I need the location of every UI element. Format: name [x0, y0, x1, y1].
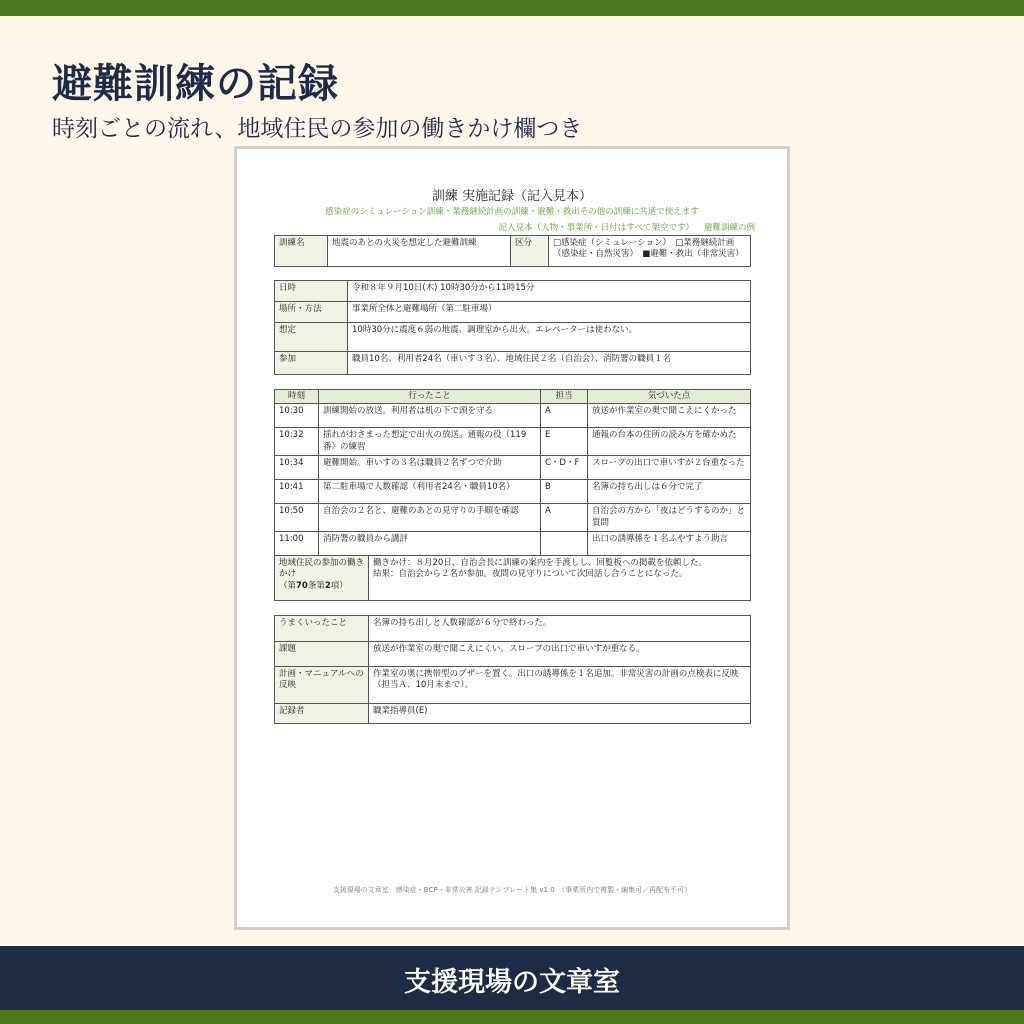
sample-note: 記入見本（人物・事業所・日付はすべて架空です） — [498, 223, 694, 233]
timeline-notice: 放送が作業室の奥で聞こえにくかった — [588, 404, 751, 428]
page-subtitle: 時刻ごとの流れ、地域住民の参加の働きかけ欄つき — [52, 116, 583, 142]
document-subtitle: 感染症のシミュレーション訓練・業務継続計画の訓練・避難・救出その他の訓練に共通で使えます — [325, 207, 699, 217]
timeline-time: 10:34 — [275, 456, 319, 480]
review-value: 放送が作業室の奥で聞こえにくい。スロープの出口で車いすが重なる。 — [369, 642, 751, 667]
timeline-staff: A — [541, 504, 588, 532]
review-label: 記録者 — [275, 704, 369, 724]
details-table — [274, 280, 751, 375]
table-row — [275, 352, 751, 375]
community-label — [275, 556, 369, 601]
timeline-notice: 自治会の方から「夜はどうするのか」と質問 — [588, 504, 751, 532]
timeline-staff: E — [541, 428, 588, 456]
table-row — [275, 556, 751, 601]
timeline-staff: C・D・F — [541, 456, 588, 480]
table-row — [275, 281, 751, 302]
training-name-value: 地震のあとの火災を想定した避難訓練 — [328, 236, 511, 267]
timeline-staff: B — [541, 480, 588, 504]
column-header-time: 時刻 — [275, 390, 319, 404]
timeline-notice: 名簿の持ち出しは６分で完了 — [588, 480, 751, 504]
ref-text: （第 — [279, 580, 297, 591]
review-table — [274, 615, 751, 724]
table-row — [275, 704, 751, 724]
table-row — [275, 456, 751, 480]
document-preview — [234, 146, 790, 930]
community-table — [274, 555, 751, 601]
brand-name: 支援現場の文章室 — [404, 967, 620, 998]
info-table — [274, 235, 751, 267]
ref-article: 70 — [296, 580, 308, 591]
timeline-action: 揺れがおさまった想定で出火の放送。通報の役（119番）の練習 — [319, 428, 541, 456]
table-row — [275, 323, 751, 352]
page-title: 避難訓練の記録 — [52, 61, 339, 107]
detail-value: 職員10名、利用者24名（車いす３名）、地域住民２名（自治会）、消防署の職員１名 — [348, 352, 751, 375]
timeline-notice: 出口の誘導係を１名ふやすよう助言 — [588, 532, 751, 556]
category-value — [549, 236, 751, 267]
bottom-accent-bar — [0, 1010, 1024, 1024]
timeline-notice: スロープの出口で車いすが２台重なった — [588, 456, 751, 480]
community-line: 結果：自治会から２名が参加。夜間の見守りについて次回話し合うことになった。 — [373, 569, 688, 580]
timeline-action: 消防署の職員から講評 — [319, 532, 541, 556]
review-label: 計画・マニュアルへの反映 — [275, 667, 369, 704]
community-value — [369, 556, 751, 601]
review-label: 課題 — [275, 642, 369, 667]
timeline-action: 第二駐車場で人数確認（利用者24名・職員10名） — [319, 480, 541, 504]
document-sheet — [237, 149, 787, 927]
timeline-time: 10:30 — [275, 404, 319, 428]
timeline-time: 10:32 — [275, 428, 319, 456]
ref-text: 条第 — [307, 580, 325, 591]
timeline-time: 11:00 — [275, 532, 319, 556]
table-header-row — [275, 390, 751, 404]
detail-value: 事業所全体と避難場所（第二駐車場） — [348, 302, 751, 323]
document-footer: 支援現場の文章室 感染症・BCP・非常災害 記録テンプレート集 v1.0 （事業所内で複製・編集可／再配布不可） — [332, 886, 692, 894]
community-line: 働きかけ：８月20日、自治会長に訓練の案内を手渡しし、回覧板への掲載を依頼した。 — [373, 558, 707, 568]
ref-text: 項） — [330, 580, 348, 591]
review-value: 職業指導員(E) — [369, 704, 751, 724]
community-label-ref — [279, 581, 364, 592]
timeline-action: 自治会の２名と、避難のあとの見守りの手順を確認 — [319, 504, 541, 532]
detail-label: 想定 — [275, 323, 348, 352]
table-row — [275, 504, 751, 532]
document-title: 訓練 実施記録（記入見本） — [431, 189, 593, 204]
document-note — [499, 221, 755, 233]
table-row — [275, 667, 751, 704]
column-header-staff: 担当 — [541, 390, 588, 404]
top-accent-bar — [0, 0, 1024, 16]
table-row — [275, 302, 751, 323]
timeline-action: 避難開始。車いすの３名は職員２名ずつで介助 — [319, 456, 541, 480]
training-name-label: 訓練名 — [275, 236, 328, 267]
table-row — [275, 428, 751, 456]
table-row — [275, 616, 751, 642]
column-header-action: 行ったこと — [319, 390, 541, 404]
community-label-main: 地域住民の参加の働きかけ — [279, 558, 365, 580]
category-line: （感染症・自然災害） ■避難・救出（非常災害） — [553, 249, 744, 260]
timeline-action: 訓練開始の放送。利用者は机の下で頭を守る — [319, 404, 541, 428]
detail-value: 10時30分に震度６弱の地震、調理室から出火。エレベーターは使わない。 — [348, 323, 751, 352]
detail-label: 場所・方法 — [275, 302, 348, 323]
table-row — [275, 642, 751, 667]
timeline-staff: A — [541, 404, 588, 428]
column-header-notice: 気づいた点 — [588, 390, 751, 404]
detail-label: 日時 — [275, 281, 348, 302]
table-row — [275, 236, 751, 267]
review-label: うまくいったこと — [275, 616, 369, 642]
timeline-time: 10:50 — [275, 504, 319, 532]
timeline-staff — [541, 532, 588, 556]
timeline-notice: 通報の台本の住所の読み方を確かめた — [588, 428, 751, 456]
detail-label: 参加 — [275, 352, 348, 375]
category-label: 区分 — [511, 236, 549, 267]
review-value: 作業室の奥に携帯型のブザーを置く。出口の誘導係を１名追加。非常災害の計画の点検表に反映（担当Ａ、10月末まで）。 — [369, 667, 751, 704]
table-row — [275, 532, 751, 556]
detail-value: 令和８年９月10日(木) 10時30分から11時15分 — [348, 281, 751, 302]
category-line: □感染症（シミュレーション） □業務継続計画 — [553, 238, 735, 248]
timeline-time: 10:41 — [275, 480, 319, 504]
ref-paragraph: 2 — [324, 580, 331, 591]
table-row — [275, 480, 751, 504]
review-value: 名簿の持ち出しと人数確認が６分で終わった。 — [369, 616, 751, 642]
example-label: 避難訓練の例 — [703, 223, 755, 233]
table-row — [275, 404, 751, 428]
timeline-table — [274, 389, 751, 556]
